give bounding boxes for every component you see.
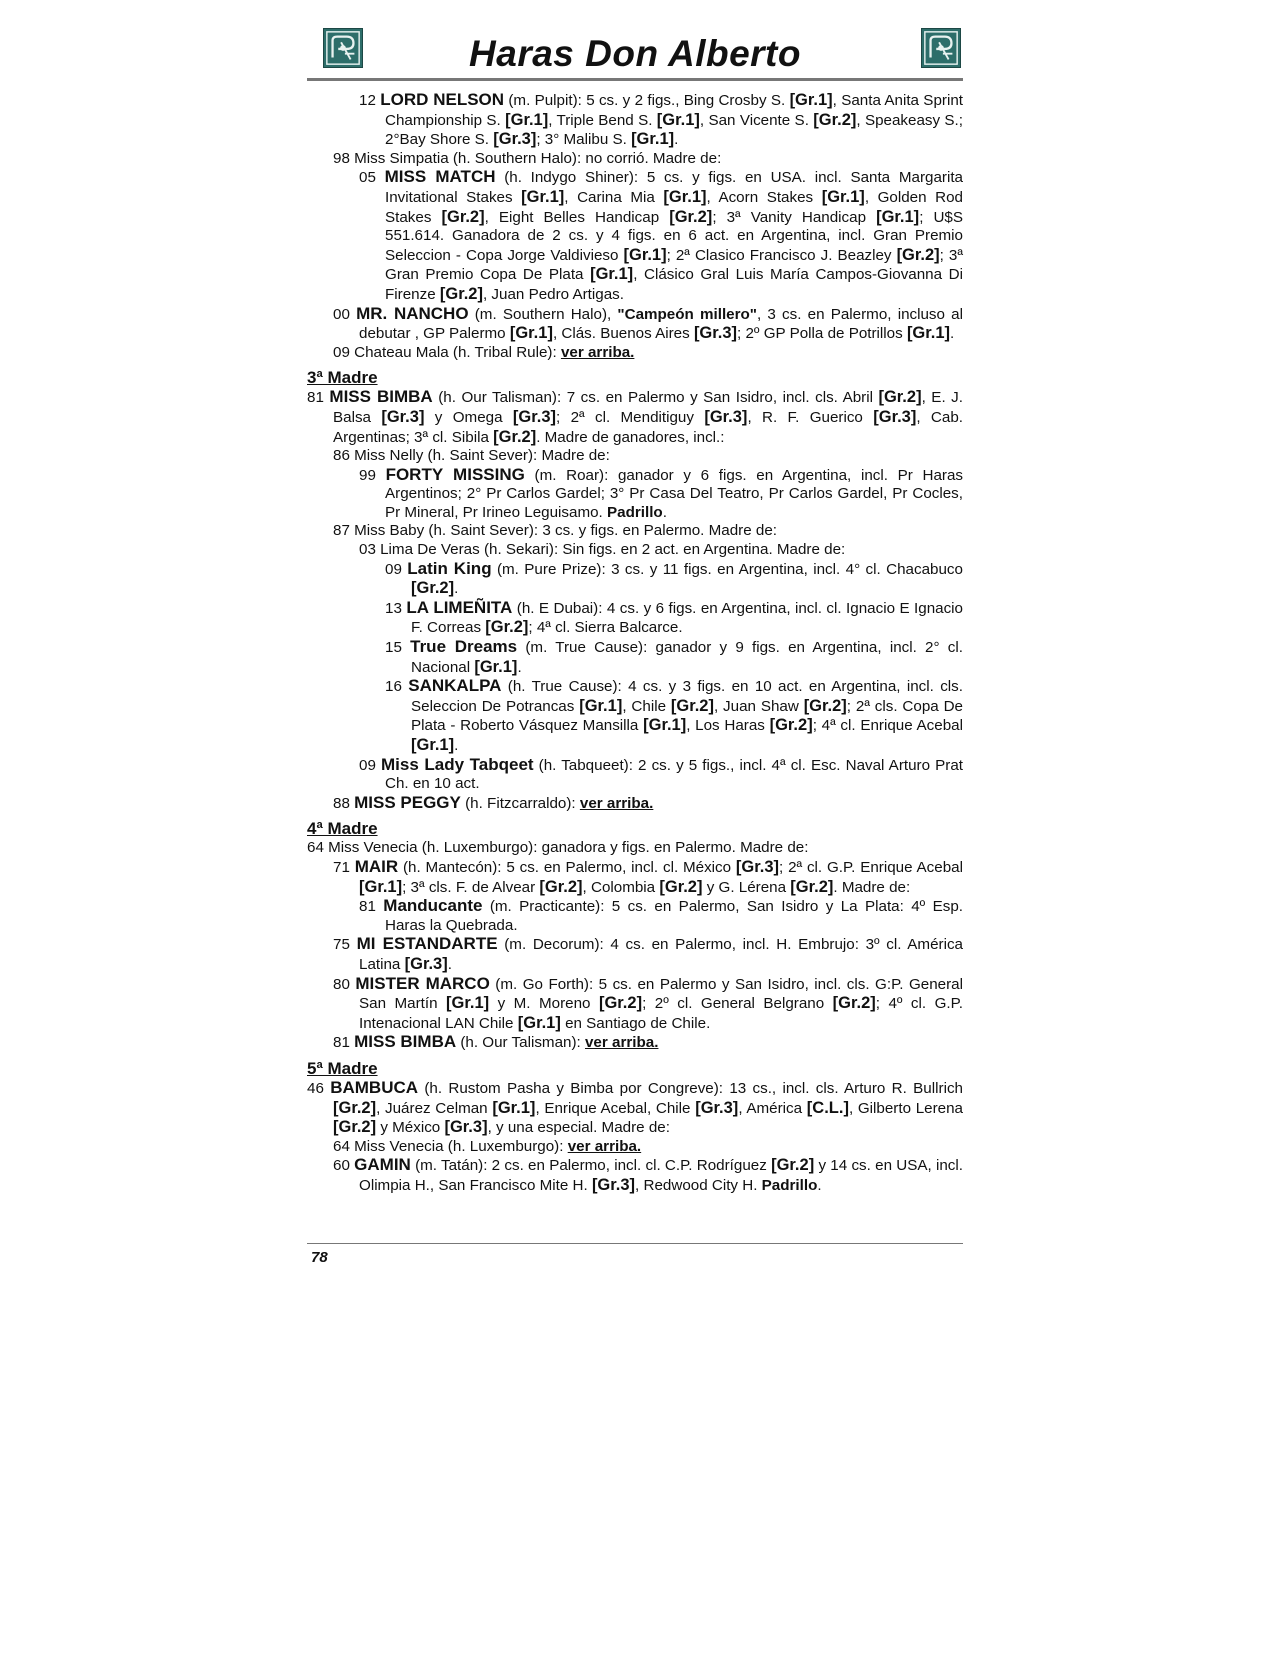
text-run: (m. Go Forth): 5 cs. en Palermo y San Isidro, incl. cls. G:P. General San Martín — [359, 975, 963, 1013]
text-run: ; 2ª cl. G.P. Enrique Acebal — [779, 858, 963, 876]
text-run: 15 — [385, 639, 411, 657]
grade-label: [Gr.2] — [769, 716, 813, 735]
horse-name: SANKALPA — [408, 676, 502, 696]
text-run: (m. Practicante): 5 cs. en Palermo, San Isidro y La Plata: 4º Esp. Haras la Quebrada. — [385, 898, 963, 934]
text-run: , Clásico Gral Luis María Campos-Giovanna Di Firenze — [385, 266, 963, 303]
text-run: (h. Indygo Shiner): 5 cs. y figs. en USA. incl. Santa Margarita Invitational Stakes — [385, 169, 963, 206]
text-run: . — [817, 1176, 822, 1194]
text-run: , Los Haras — [686, 717, 770, 735]
text-run: 16 — [385, 678, 409, 696]
grade-label: [Gr.2] — [790, 877, 834, 896]
text-run: 46 — [307, 1079, 331, 1097]
text-run: 12 — [359, 92, 381, 109]
grade-label: [Gr.3] — [493, 130, 537, 149]
grade-label: [Gr.2] — [878, 388, 922, 407]
text-run: 13 — [385, 599, 407, 617]
grade-label: [C.L.] — [806, 1098, 849, 1117]
pedigree-entry — [307, 935, 963, 974]
grade-label: [Gr.3] — [404, 954, 448, 973]
text-run: (h. True Cause): 4 cs. y 3 figs. en 10 act. en Argentina, incl. cls. Seleccion De Potrancas — [411, 678, 963, 715]
text-run: y G. Lérena — [702, 878, 791, 896]
grade-label: [Gr.1] — [446, 994, 490, 1013]
text-run: ; 3° Malibu S. — [536, 131, 632, 149]
text-run: 80 — [333, 975, 356, 993]
text-run: 71 — [333, 858, 355, 876]
text-run: , Triple Bend S. — [548, 111, 657, 129]
text-run: (m. Southern Halo), — [468, 305, 618, 323]
grade-label: [Gr.1] — [579, 696, 623, 715]
text-run: . — [454, 737, 459, 754]
text-run: ; U$S 551.614. Ganadora de 2 cs. y 4 figs. en 6 act. en Argentina, incl. Gran Premio Seleccion - Copa Jorge Valdivieso — [385, 208, 964, 264]
text-run: 09 Chateau Mala (h. Tribal Rule): — [333, 343, 561, 361]
text-run: ; 4ª cl. Enrique Acebal — [812, 717, 963, 735]
text-run: , Redwood City H. — [635, 1176, 762, 1194]
grade-label: [Gr.1] — [521, 187, 565, 206]
pedigree-entry — [307, 560, 963, 599]
grade-label: [Gr.1] — [656, 110, 700, 129]
section-heading: 5ª Madre — [307, 1058, 378, 1078]
text-run: ; 3ª cls. F. de Alvear — [402, 878, 540, 896]
grade-label: [Gr.1] — [474, 657, 518, 676]
text-run: , Juárez Celman — [376, 1099, 493, 1117]
horse-name: BAMBUCA — [330, 1077, 419, 1097]
section-heading: 4ª Madre — [307, 819, 378, 839]
text-run: ; 4º cl. G.P. Intenacional LAN Chile — [359, 995, 963, 1032]
grade-label: [Gr.1] — [643, 716, 687, 735]
text-run: 05 — [359, 169, 385, 187]
text-run: . Madre de: — [833, 878, 911, 896]
bold-text: Padrillo — [761, 1176, 818, 1194]
text-run: 99 — [359, 466, 386, 484]
grade-label: [Gr.2] — [598, 994, 643, 1013]
text-run: 86 Miss Nelly (h. Saint Sever): Madre de: — [333, 447, 610, 465]
pedigree-entry — [307, 599, 963, 638]
grade-label: [Gr.1] — [505, 110, 549, 129]
pedigree-entry — [307, 447, 963, 466]
text-run: 64 Miss Venecia (h. Luxemburgo): — [333, 1137, 568, 1155]
grade-label: [Gr.1] — [631, 130, 675, 149]
text-run: (h. Tabqueet): 2 cs. y 5 figs., incl. 4ª cl. Esc. Naval Arturo Prat Ch. en 10 act. — [385, 756, 963, 793]
text-run: , R. F. Guerico — [747, 408, 874, 426]
text-run: , Clás. Buenos Aires — [552, 325, 694, 343]
text-run: 81 — [333, 1034, 355, 1052]
cross-reference: ver arriba. — [560, 343, 635, 361]
grade-label: [Gr.1] — [789, 91, 833, 109]
text-run: , América — [738, 1099, 807, 1117]
pedigree-entry — [307, 344, 963, 363]
pedigree-entry — [307, 168, 963, 304]
grade-label: [Gr.3] — [381, 407, 425, 426]
pedigree-entry — [307, 1156, 963, 1195]
text-run: , E. J. Balsa — [333, 389, 963, 426]
horse-name: MI ESTANDARTE — [356, 934, 498, 954]
grade-label: [Gr.1] — [590, 265, 634, 284]
text-run: 03 Lima De Veras (h. Sekari): Sin figs. en 2 act. en Argentina. Madre de: — [359, 541, 846, 559]
pedigree-entry — [307, 305, 963, 344]
text-run: , Cab. Argentinas; 3ª cl. Sibila — [333, 408, 963, 446]
grade-label: [Gr.2] — [439, 284, 483, 303]
grade-label: [Gr.2] — [493, 427, 537, 446]
text-run: , Juan Shaw — [713, 697, 804, 715]
text-run: ; 3ª Gran Premio Copa De Plata — [385, 246, 963, 284]
text-run: (h. Rustom Pasha y Bimba por Congreve): 13 cs., incl. cls. Arturo R. Bullrich — [418, 1079, 963, 1097]
text-run: , Santa Anita Sprint Championship S. — [385, 92, 963, 129]
cross-reference: ver arriba. — [579, 794, 654, 812]
horse-name: Miss Lady Tabqeet — [380, 754, 534, 774]
bold-text: "Campeón millero" — [617, 305, 757, 323]
pedigree-entry — [307, 91, 963, 150]
pedigree-entry — [307, 466, 963, 523]
text-run: (m. Tatán): 2 cs. en Palermo, incl. cl. C.P. Rodríguez — [410, 1157, 772, 1175]
grade-label: [Gr.1] — [492, 1098, 536, 1117]
horse-name: LORD NELSON — [380, 90, 505, 109]
grade-label: [Gr.3] — [735, 857, 780, 876]
grade-label: [Gr.2] — [670, 696, 714, 715]
text-run: ; 2ª cl. Menditiguy — [556, 408, 705, 426]
horse-name: MR. NANCHO — [356, 303, 469, 323]
text-run: (h. Our Talisman): — [456, 1034, 585, 1052]
text-run: . — [662, 503, 667, 521]
text-run: y 14 cs. en USA, incl. Olimpia H., San Francisco Mite H. — [359, 1157, 963, 1194]
grade-label: [Gr.2] — [333, 1118, 377, 1137]
grade-label: [Gr.2] — [813, 110, 857, 129]
grade-label: [Gr.1] — [821, 187, 865, 206]
text-run: (m. Pure Prize): 3 cs. y 11 figs. en Argentina, incl. 4° cl. Chacabuco — [491, 560, 963, 578]
grade-label: [Gr.3] — [512, 407, 557, 426]
grade-label: [Gr.1] — [623, 245, 667, 264]
pedigree-entry — [307, 839, 963, 858]
text-run: 00 — [333, 305, 357, 323]
text-run: (h. Fitzcarraldo): — [460, 794, 580, 812]
text-run: 87 Miss Baby (h. Saint Sever): 3 cs. y figs. en Palermo. Madre de: — [333, 522, 777, 540]
text-run: , Chile — [622, 697, 671, 715]
pedigree-entry — [307, 975, 963, 1034]
text-run: 81 — [307, 389, 330, 407]
text-run: , 3 cs. en Palermo, incluso al debutar , GP Palermo — [359, 305, 963, 343]
grade-label: [Gr.2] — [411, 579, 455, 598]
grade-label: [Gr.1] — [663, 187, 707, 206]
text-run: . — [454, 580, 459, 598]
grade-label: [Gr.2] — [659, 877, 703, 896]
horse-name: FORTY MISSING — [385, 464, 525, 484]
bold-text: Padrillo — [607, 503, 663, 521]
text-run: y México — [376, 1119, 445, 1137]
text-run: ; 2ª Clasico Francisco J. Beazley — [666, 246, 897, 264]
text-run: . — [517, 658, 522, 676]
horse-name: MISS BIMBA — [354, 1032, 457, 1052]
text-run: ; 2ª cls. Copa De Plata - Roberto Vásquez Mansilla — [411, 697, 963, 735]
text-run: ; 4ª cl. Sierra Balcarce. — [528, 619, 683, 637]
text-run: (m. Decorum): 4 cs. en Palermo, incl. H. Embrujo: 3º cl. América Latina — [359, 936, 964, 973]
cross-reference: ver arriba. — [584, 1034, 659, 1052]
pedigree-entry — [307, 638, 963, 677]
page-title: Haras Don Alberto — [469, 33, 801, 74]
grade-label: [Gr.2] — [669, 207, 713, 226]
text-run: 88 — [333, 794, 355, 812]
horse-name: GAMIN — [354, 1155, 411, 1175]
text-run: . — [674, 131, 679, 149]
grade-label: [Gr.1] — [411, 736, 455, 754]
text-run: (m. True Cause): ganador y 9 figs. en Argentina, incl. 2° cl. Nacional — [411, 639, 963, 676]
grade-label: [Gr.2] — [896, 245, 940, 264]
page-footer — [307, 1243, 963, 1266]
pedigree-entry — [307, 794, 963, 814]
grade-label: [Gr.1] — [509, 324, 553, 343]
horse-name: LA LIMEÑITA — [406, 597, 513, 617]
grade-label: [Gr.3] — [444, 1118, 488, 1137]
grade-label: [Gr.3] — [693, 324, 738, 343]
page-header — [307, 24, 963, 81]
text-run: , Colombia — [582, 878, 660, 896]
horse-name: MISTER MARCO — [355, 973, 490, 993]
text-run: 60 — [333, 1157, 355, 1175]
grade-label: [Gr.1] — [876, 207, 920, 226]
text-run: 09 — [359, 756, 381, 774]
horse-name: MISS BIMBA — [329, 387, 433, 407]
grade-label: [Gr.2] — [539, 877, 583, 896]
pedigree-entry — [307, 388, 963, 447]
text-run: en Santiago de Chile. — [560, 1014, 711, 1032]
text-run: 98 Miss Simpatia (h. Southern Halo): no corrió. Madre de: — [333, 149, 722, 167]
text-run: 09 — [385, 560, 408, 578]
pedigree-entry — [307, 150, 963, 169]
grade-label: [Gr.2] — [441, 207, 485, 226]
text-run: . — [950, 325, 955, 343]
grade-label: [Gr.2] — [485, 618, 529, 637]
pedigree-entry — [307, 541, 963, 560]
document-page — [307, 24, 963, 1195]
text-run: (h. Our Talisman): 7 cs. en Palermo y San Isidro, incl. cls. Abril — [432, 389, 879, 407]
grade-label: [Gr.3] — [873, 407, 917, 426]
grade-label: [Gr.2] — [832, 994, 876, 1013]
text-run: , Enrique Acebal, Chile — [535, 1099, 696, 1117]
text-run: y M. Moreno — [489, 995, 599, 1013]
horse-name: Manducante — [383, 896, 483, 916]
pedigree-entry — [307, 756, 963, 794]
haras-logo-right-icon — [921, 28, 961, 68]
text-run: (m. Roar): ganador y 6 figs. en Argentina, incl. Pr Haras Argentinos; 2° Pr Carlos Gardel; 3° Pr Casa Del Teatro, Pr Carlos Gardel, Pr Cocles, Pr Mineral, Pr Irineo Leguisamo. — [385, 466, 963, 521]
pedigree-entry — [307, 1138, 963, 1157]
text-run: , y una especial. Madre de: — [487, 1119, 670, 1137]
text-run: (h. Mantecón): 5 cs. en Palermo, incl. cl. México — [398, 858, 736, 876]
horse-name: Latin King — [407, 558, 492, 578]
pedigree-entry — [307, 1033, 963, 1053]
pedigree-entry — [307, 897, 963, 935]
grade-label: [Gr.3] — [591, 1175, 636, 1194]
horse-name: MAIR — [354, 856, 399, 876]
text-run: , Juan Pedro Artigas. — [482, 285, 624, 303]
text-run: y Omega — [424, 408, 513, 426]
grade-label: [Gr.2] — [803, 696, 847, 715]
text-run: , Carina Mia — [564, 188, 664, 206]
pedigree-entry — [307, 522, 963, 541]
page-number: 78 — [311, 1249, 328, 1266]
grade-label: [Gr.2] — [333, 1098, 377, 1117]
section-heading: 3ª Madre — [307, 368, 378, 388]
text-run: , Eight Belles Handicap — [484, 208, 670, 226]
text-run: (h. E Dubai): 4 cs. y 6 figs. en Argentina, incl. cl. Ignacio E Ignacio F. Correas — [411, 599, 963, 637]
horse-name: MISS MATCH — [384, 167, 496, 187]
cross-reference: ver arriba. — [567, 1137, 642, 1155]
pedigree-entry — [307, 1079, 963, 1138]
pedigree-entry — [307, 858, 963, 897]
text-run: 64 Miss Venecia (h. Luxemburgo): ganadora y figs. en Palermo. Madre de: — [307, 839, 809, 857]
text-run: , Acorn Stakes — [706, 188, 822, 206]
text-run: 75 — [333, 936, 357, 954]
text-run: 81 — [359, 898, 384, 916]
grade-label: [Gr.1] — [517, 1013, 561, 1032]
text-run: , Gilberto Lerena — [848, 1099, 964, 1117]
text-run: ; 2º GP Polla de Potrillos — [737, 325, 907, 343]
text-run: . Madre de ganadores, incl.: — [536, 428, 725, 446]
pedigree-body — [307, 81, 963, 1195]
grade-label: [Gr.3] — [695, 1098, 739, 1117]
grade-label: [Gr.1] — [359, 877, 403, 896]
grade-label: [Gr.1] — [906, 324, 951, 343]
pedigree-entry — [307, 677, 963, 755]
horse-name: MISS PEGGY — [354, 792, 461, 812]
text-run: , Golden Rod Stakes — [385, 188, 963, 226]
grade-label: [Gr.3] — [704, 407, 748, 426]
text-run: . — [447, 955, 452, 973]
text-run: , Speakeasy S.; 2°Bay Shore S. — [385, 111, 963, 149]
text-run: , San Vicente S. — [699, 111, 814, 129]
text-run: (m. Pulpit): 5 cs. y 2 figs., Bing Crosby S. — [504, 92, 790, 109]
text-run: ; 2º cl. General Belgrano — [642, 995, 833, 1013]
horse-name: True Dreams — [410, 637, 518, 657]
grade-label: [Gr.2] — [771, 1156, 815, 1175]
text-run: ; 3ª Vanity Handicap — [712, 208, 877, 226]
